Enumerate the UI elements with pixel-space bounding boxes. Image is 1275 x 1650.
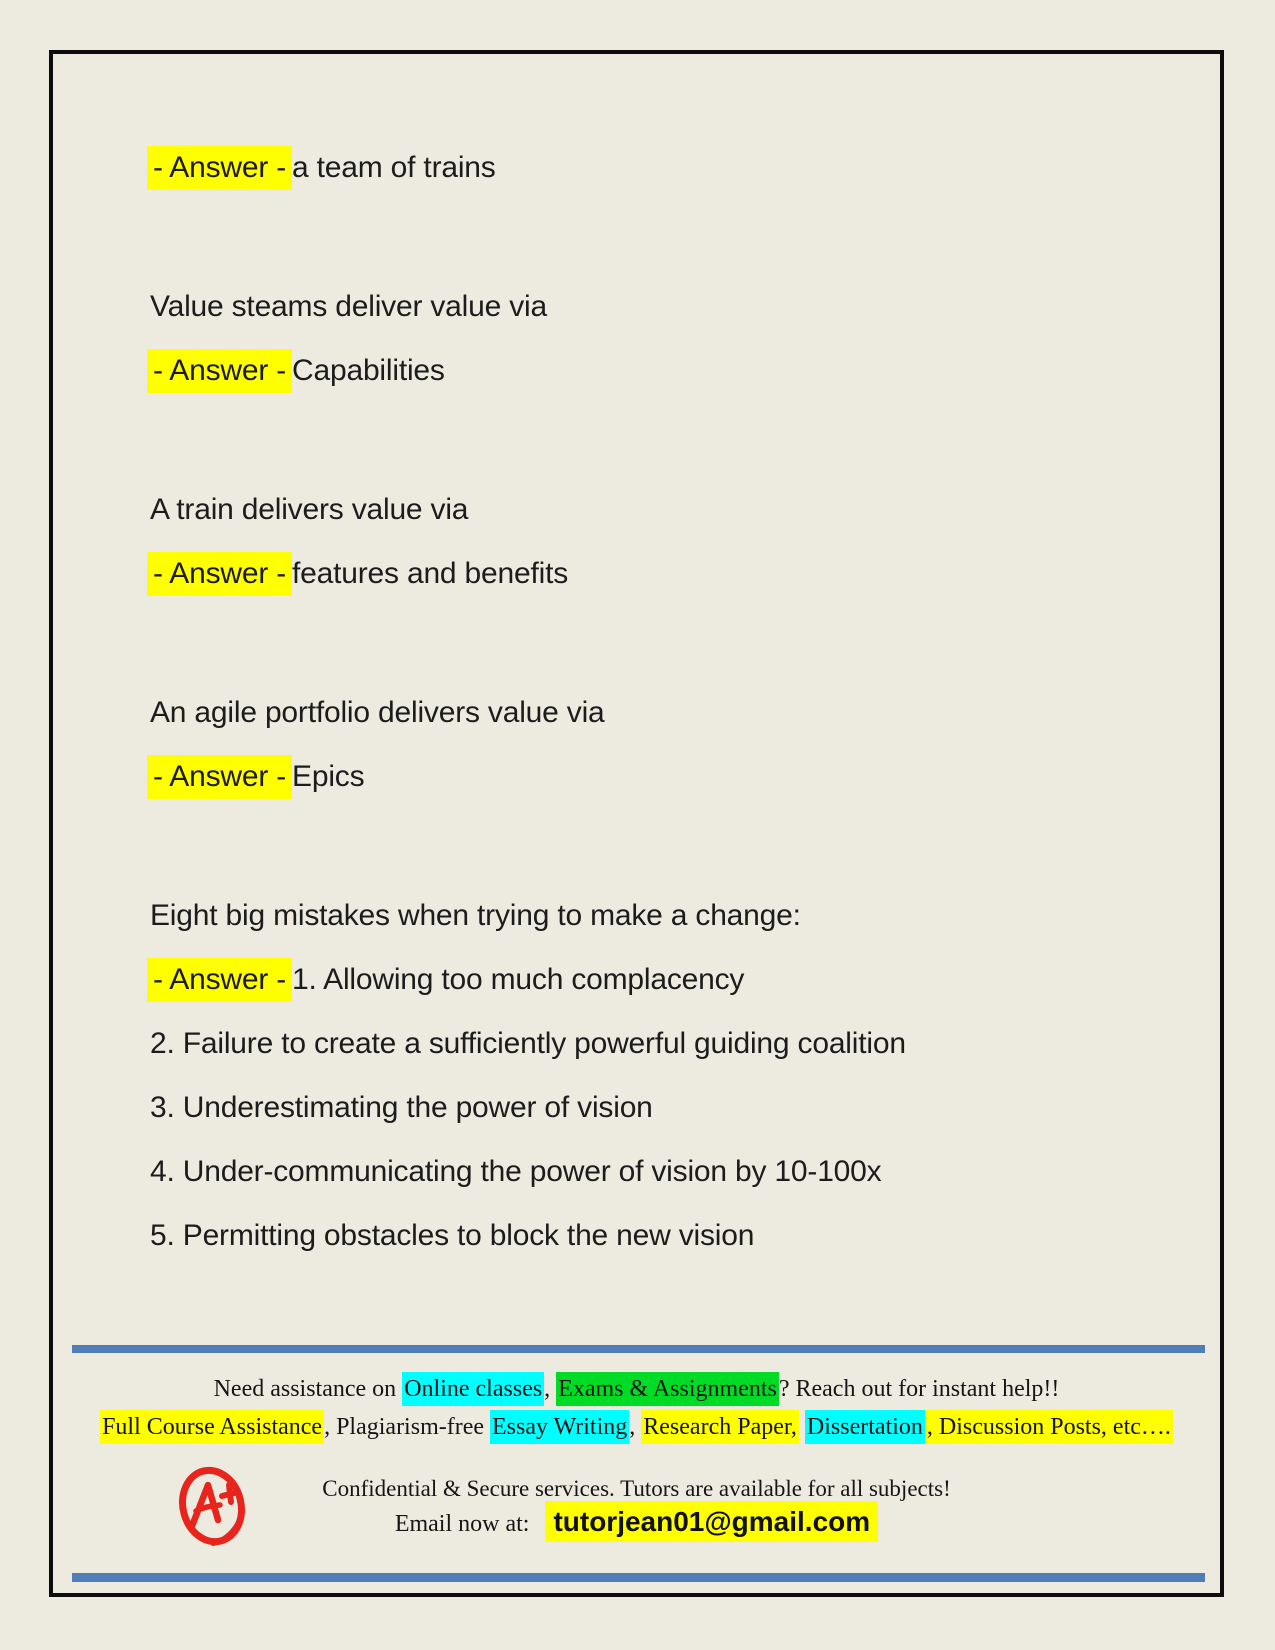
footer-text: , [544,1376,557,1402]
footer-highlight: Online classes [402,1372,544,1406]
paragraph-text: 4. Under-communicating the power of vision by 10-100x [150,1155,882,1188]
blank-line [150,200,1190,275]
paragraph-text: features and benefits [292,557,569,590]
paragraph-line [150,1140,1190,1204]
paragraph-text: 1. Allowing too much complacency [292,963,745,996]
blank-line [150,809,1190,884]
paragraph-text: Capabilities [292,354,445,387]
footer-highlight: Exams & Assignments [556,1372,779,1406]
paragraph-text: Eight big mistakes when trying to make a change: [150,899,801,932]
paragraph-line [150,339,1190,403]
paragraph-line [150,884,1190,948]
email-address: tutorjean01@gmail.com [545,1501,878,1542]
paragraph-text: A train delivers value via [150,493,469,526]
paragraph-line [150,948,1190,1012]
paragraph-text: Epics [292,760,365,793]
footer-email-line [53,1501,1220,1545]
footer-text: ? Reach out for instant help!! [778,1376,1060,1402]
blank-line [150,606,1190,681]
footer-text: Need assistance on [213,1376,403,1402]
paragraph-line [150,136,1190,200]
paragraph-text: Value steams deliver value via [150,290,547,323]
paragraph-line [150,275,1190,339]
paragraph-text: a team of trains [292,151,496,184]
footer-highlight: Full Course Assistance [100,1410,324,1444]
answer-highlight: - Answer - [147,755,292,799]
footer-highlight: Dissertation [805,1410,925,1444]
footer-highlight: Essay Writing [490,1410,629,1444]
paragraph-text: 5. Permitting obstacles to block the new vision [150,1219,755,1252]
footer-help-line [53,1373,1220,1406]
footer-text: , Plagiarism-free [324,1414,491,1440]
paragraph-text: 3. Underestimating the power of vision [150,1091,653,1124]
footer-text: , [629,1414,642,1440]
paragraph-line [150,681,1190,745]
divider-line-top [72,1345,1205,1353]
paragraph-line [150,1012,1190,1076]
qa-content [150,136,1190,1268]
answer-highlight: - Answer - [147,349,292,393]
email-label: Email now at: [394,1511,530,1537]
answer-highlight: - Answer - [147,146,292,190]
footer-text [799,1414,805,1440]
footer-highlight: , Discussion Posts, etc…. [925,1410,1173,1444]
footer-services-line [53,1410,1220,1444]
blank-line [150,403,1190,478]
paragraph-text: 2. Failure to create a sufficiently powerful guiding coalition [150,1027,906,1060]
paragraph-line [150,1076,1190,1140]
paragraph-line [150,542,1190,606]
divider-line-bottom [72,1573,1205,1582]
footer-confidential-text: Confidential & Secure services. Tutors are available for all subjects! [322,1476,951,1501]
paragraph-line [150,1204,1190,1268]
document-page [49,50,1224,1597]
answer-highlight: - Answer - [147,958,292,1002]
answer-highlight: - Answer - [147,552,292,596]
paragraph-line [150,478,1190,542]
paragraph-text: An agile portfolio delivers value via [150,696,605,729]
footer-highlight: Research Paper, [641,1410,799,1444]
paragraph-line [150,745,1190,809]
